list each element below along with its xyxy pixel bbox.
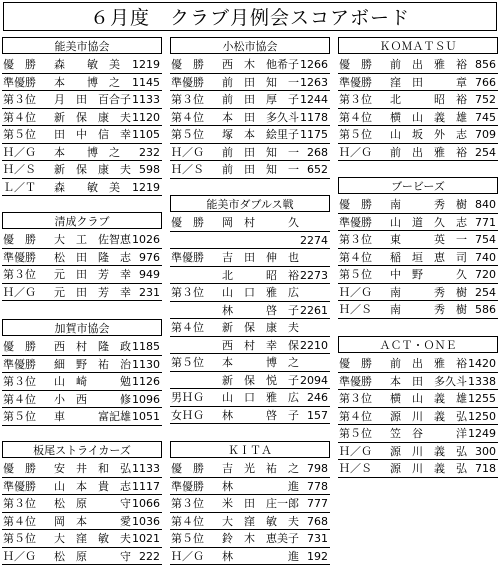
section-boobies: [338, 177, 498, 319]
score-value: 2273: [300, 267, 328, 284]
player-name: 新 保 康 夫: [222, 319, 299, 336]
player-name: 南 秀 樹: [390, 284, 467, 301]
score-row: [338, 56, 498, 74]
rank-label: 準優勝: [171, 249, 204, 266]
rank-label: 準優勝: [171, 74, 204, 91]
player-name: 西 村 隆 政: [54, 338, 131, 355]
player-name: 林 啓 子: [222, 407, 299, 424]
score-row: [338, 408, 498, 426]
player-name: 岡 本 愛: [54, 513, 131, 530]
rank-label: 第３位: [339, 231, 372, 248]
score-value: 222: [139, 548, 160, 565]
section-kaga-kyokai: [2, 319, 162, 426]
score-row: [338, 355, 498, 373]
score-row: [338, 74, 498, 92]
rank-label: 第５位: [339, 266, 372, 283]
rank-label: 優 勝: [339, 196, 372, 213]
section-header: 清成クラブ: [2, 212, 162, 229]
rank-label: Ｈ／Ｇ: [171, 144, 204, 161]
player-name: 源 川 義 弘: [390, 443, 467, 460]
rank-label: 第３位: [171, 284, 204, 301]
page-title: ６月度 クラブ月例会スコアボード: [3, 2, 497, 31]
rank-label: 優 勝: [3, 56, 36, 73]
rank-label: 優 勝: [171, 56, 204, 73]
rank-label: 第４位: [3, 109, 36, 126]
rank-label: 準優勝: [339, 373, 372, 390]
section-komatsu-kyokai: [170, 37, 330, 179]
score-row: [170, 372, 330, 390]
score-row: [2, 109, 162, 127]
score-value: 856: [475, 56, 496, 73]
score-row: [170, 267, 330, 285]
score-value: 778: [307, 478, 328, 495]
score-row: [2, 408, 162, 426]
score-row: [170, 495, 330, 513]
player-name: 田 中 信 幸: [54, 126, 131, 143]
player-name: 月 田 百合子: [54, 91, 131, 108]
score-value: 1219: [132, 179, 160, 196]
player-name: 北 昭 裕: [390, 91, 467, 108]
section-header: ＫＩＴＡ: [170, 441, 330, 458]
score-row: [2, 391, 162, 409]
player-name: 西 木 他希子: [222, 56, 299, 73]
score-value: 1021: [132, 530, 160, 547]
score-row: [2, 338, 162, 356]
score-value: 771: [475, 214, 496, 231]
rank-label: 第５位: [3, 126, 36, 143]
section-header: ＡＣＴ・ＯＮＥ: [338, 336, 498, 353]
rank-label: 優 勝: [171, 460, 204, 477]
score-value: 1036: [132, 513, 160, 530]
score-value: 1175: [300, 126, 328, 143]
player-name: 前 田 厚 子: [222, 91, 299, 108]
score-value: 709: [475, 126, 496, 143]
rank-label: Ｌ／Ｔ: [3, 179, 36, 196]
section-act-one: [338, 336, 498, 478]
rank-label: 準優勝: [3, 478, 36, 495]
score-value: 1250: [468, 408, 496, 425]
player-name: 窪 田 章: [390, 74, 467, 91]
player-name: 本 田 多久斗: [390, 373, 467, 390]
section-header: 加賀市協会: [2, 319, 162, 336]
score-row: [338, 249, 498, 267]
rank-label: 第３位: [171, 91, 204, 108]
score-value: 2261: [300, 302, 328, 319]
score-row: [170, 284, 330, 302]
rank-label: 第３位: [171, 495, 204, 512]
score-row: [2, 231, 162, 249]
rank-label: 第３位: [3, 266, 36, 283]
score-value: 1185: [132, 338, 160, 355]
rank-label: 第５位: [171, 354, 204, 371]
score-value: 1130: [132, 356, 160, 373]
score-row: [2, 460, 162, 478]
player-name: 西 村 幸 保: [222, 337, 299, 354]
rank-label: 準優勝: [339, 214, 372, 231]
player-name: 岡 村 久: [222, 214, 299, 231]
score-value: 157: [307, 407, 328, 424]
player-name: 森 敏 美: [54, 56, 120, 73]
score-value: 1338: [468, 373, 496, 390]
score-row: [338, 231, 498, 249]
score-row: [170, 354, 330, 372]
score-value: 2210: [300, 337, 328, 354]
player-name: 吉 田 伸 也: [222, 249, 299, 266]
player-name: 山 本 貴 志: [54, 478, 131, 495]
rank-label: 第３位: [3, 495, 36, 512]
rank-label: 第４位: [171, 319, 204, 336]
section-komatsu: [338, 37, 498, 161]
player-name: 松 田 隆 志: [54, 249, 131, 266]
rank-label: 優 勝: [171, 214, 204, 231]
score-row: [170, 126, 330, 144]
rank-label: Ｈ／Ｓ: [3, 161, 36, 178]
score-row: [170, 548, 330, 565]
rank-label: Ｈ／Ｇ: [3, 144, 36, 161]
score-row: [2, 495, 162, 513]
score-value: 652: [307, 161, 328, 178]
player-name: 鈴 木 恵美子: [222, 530, 299, 547]
player-name: 大 窪 敏 夫: [54, 530, 131, 547]
score-value: 1263: [300, 74, 328, 91]
score-value: 840: [475, 196, 496, 213]
rank-label: Ｈ／Ｓ: [339, 301, 372, 318]
score-row: [170, 161, 330, 179]
rank-label: 優 勝: [3, 231, 36, 248]
player-name: 吉 光 祐 之: [222, 460, 299, 477]
score-row: [2, 530, 162, 548]
score-value: 1145: [132, 74, 160, 91]
player-name: 松 原 守: [54, 495, 131, 512]
score-value: 768: [307, 513, 328, 530]
player-name: 中 野 久: [390, 266, 467, 283]
rank-label: 第３位: [339, 91, 372, 108]
score-value: 2274: [300, 232, 328, 249]
player-name: 東 英 一: [390, 231, 467, 248]
rank-label: 第４位: [3, 391, 36, 408]
player-name: 小 西 修: [54, 391, 131, 408]
player-name: 前 田 知 一: [222, 74, 299, 91]
player-name: 稲 垣 恵 司: [390, 249, 467, 266]
player-name: 新 保 康 夫: [54, 161, 131, 178]
rank-label: 優 勝: [339, 56, 372, 73]
rank-label: 女ＨＧ: [171, 407, 204, 424]
score-value: 1249: [468, 425, 496, 442]
score-value: 192: [307, 548, 328, 565]
score-value: 598: [139, 161, 160, 178]
score-row: [2, 91, 162, 109]
score-value: 798: [307, 460, 328, 477]
rank-label: 第３位: [3, 373, 36, 390]
score-row: [338, 443, 498, 461]
player-name: 山 口 雅 広: [222, 284, 299, 301]
player-name: 新 保 悦 子: [222, 372, 299, 389]
section-header: 小松市協会: [170, 37, 330, 54]
rank-label: Ｈ／Ｇ: [3, 548, 36, 565]
score-row: [170, 232, 330, 250]
section-nomi-kyokai: [2, 37, 162, 196]
score-value: 1126: [132, 373, 160, 390]
player-name: 新 保 康 夫: [54, 109, 131, 126]
score-row: [338, 109, 498, 127]
rank-label: 第３位: [3, 91, 36, 108]
rank-label: Ｈ／Ｇ: [339, 443, 372, 460]
score-value: 2094: [300, 372, 328, 389]
score-row: [2, 179, 162, 197]
score-value: 745: [475, 109, 496, 126]
player-name: 本 田 多久斗: [222, 109, 299, 126]
score-row: [2, 144, 162, 162]
player-name: 林 進: [222, 548, 299, 565]
player-name: 横 山 義 雄: [390, 390, 467, 407]
rank-label: 準優勝: [171, 478, 204, 495]
player-name: 前 田 知 一: [222, 144, 299, 161]
rank-label: 男ＨＧ: [171, 389, 204, 406]
score-row: [170, 74, 330, 92]
player-name: 本 博 之: [54, 144, 120, 161]
score-row: [2, 373, 162, 391]
rank-label: 第４位: [171, 513, 204, 530]
score-value: 268: [307, 144, 328, 161]
player-name: 北 昭 裕: [222, 267, 299, 284]
rank-label: 第５位: [3, 408, 36, 425]
player-name: 林 進: [222, 478, 299, 495]
score-value: 300: [475, 443, 496, 460]
section-seiryo-club: [2, 212, 162, 301]
score-value: 1420: [468, 355, 496, 372]
rank-label: 準優勝: [3, 74, 36, 91]
score-value: 1266: [300, 56, 328, 73]
score-row: [338, 126, 498, 144]
score-row: [170, 109, 330, 127]
player-name: 塚 本 絵里子: [222, 126, 299, 143]
score-row: [170, 478, 330, 496]
rank-label: Ｈ／Ｇ: [3, 284, 36, 301]
player-name: 山 道 久 志: [390, 214, 467, 231]
player-name: 大 工 佐智恵: [54, 231, 131, 248]
score-value: 1066: [132, 495, 160, 512]
score-row: [170, 56, 330, 74]
section-header: 板尾ストライカーズ: [2, 441, 162, 458]
score-row: [2, 249, 162, 267]
player-name: 前 出 雅 裕: [390, 144, 467, 161]
score-value: 754: [475, 231, 496, 248]
player-name: 山 坂 外 志: [390, 126, 467, 143]
score-value: 1133: [132, 460, 160, 477]
player-name: 元 田 芳 幸: [54, 266, 131, 283]
score-value: 720: [475, 266, 496, 283]
score-value: 752: [475, 91, 496, 108]
rank-label: 第５位: [339, 126, 372, 143]
score-row: [338, 91, 498, 109]
rank-label: 第５位: [3, 530, 36, 547]
rank-label: 第４位: [3, 513, 36, 530]
rank-label: 準優勝: [3, 249, 36, 266]
score-row: [338, 460, 498, 478]
rank-label: 第５位: [171, 126, 204, 143]
score-value: 718: [475, 460, 496, 477]
rank-label: 第４位: [339, 408, 372, 425]
rank-label: 優 勝: [339, 355, 372, 372]
score-value: 740: [475, 249, 496, 266]
score-value: 1096: [132, 391, 160, 408]
rank-label: 準優勝: [339, 74, 372, 91]
rank-label: 優 勝: [3, 460, 36, 477]
score-row: [2, 478, 162, 496]
player-name: 前 出 雅 裕: [390, 56, 467, 73]
score-value: 1120: [132, 109, 160, 126]
player-name: 山 崎 勉: [54, 373, 131, 390]
score-value: 1255: [468, 390, 496, 407]
player-name: 元 田 芳 幸: [54, 284, 131, 301]
score-row: [338, 301, 498, 319]
rank-label: 優 勝: [3, 338, 36, 355]
score-row: [170, 302, 330, 320]
score-value: 1133: [132, 91, 160, 108]
section-nomi-doubles: [170, 195, 330, 424]
score-value: 1117: [132, 478, 160, 495]
player-name: 山 口 雅 広: [222, 389, 299, 406]
score-row: [170, 530, 330, 548]
score-row: [338, 373, 498, 391]
player-name: 横 山 義 雄: [390, 109, 467, 126]
score-value: 232: [139, 144, 160, 161]
player-name: 源 川 義 弘: [390, 408, 467, 425]
score-value: 1051: [132, 408, 160, 425]
rank-label: Ｈ／Ｇ: [339, 144, 372, 161]
score-row: [170, 319, 330, 337]
score-row: [338, 214, 498, 232]
score-row: [2, 56, 162, 74]
score-value: 1244: [300, 91, 328, 108]
player-name: 本 博 之: [54, 74, 120, 91]
player-name: 笠 谷 洋: [390, 425, 467, 442]
section-header: 能美市協会: [2, 37, 162, 54]
score-value: 1105: [132, 126, 160, 143]
score-row: [2, 74, 162, 92]
player-name: 大 窪 敏 夫: [222, 513, 299, 530]
player-name: 本 博 之: [222, 354, 299, 371]
score-row: [170, 144, 330, 162]
rank-label: 第５位: [339, 425, 372, 442]
score-value: 1219: [132, 56, 160, 73]
score-row: [338, 425, 498, 443]
player-name: 南 秀 樹: [390, 196, 467, 213]
score-value: 1026: [132, 231, 160, 248]
score-value: 254: [475, 284, 496, 301]
section-kita: [170, 441, 330, 565]
score-row: [170, 337, 330, 355]
rank-label: 準優勝: [3, 356, 36, 373]
player-name: 細 野 祐 治: [54, 356, 131, 373]
player-name: 松 原 守: [54, 548, 131, 565]
section-header: ブービーズ: [338, 177, 498, 194]
rank-label: Ｈ／Ｓ: [339, 460, 372, 477]
rank-label: Ｈ／Ｇ: [171, 548, 204, 565]
rank-label: Ｈ／Ｇ: [339, 284, 372, 301]
score-row: [2, 548, 162, 565]
section-itao-strikers: [2, 441, 162, 565]
section-header: 能美市ダブルス戦: [170, 195, 330, 212]
score-row: [338, 144, 498, 162]
score-row: [338, 390, 498, 408]
score-row: [170, 91, 330, 109]
score-row: [2, 513, 162, 531]
score-value: 586: [475, 301, 496, 318]
score-row: [170, 214, 330, 232]
score-row: [170, 249, 330, 267]
score-value: 254: [475, 144, 496, 161]
score-row: [2, 266, 162, 284]
score-row: [170, 407, 330, 425]
player-name: 前 出 雅 裕: [390, 355, 467, 372]
score-value: 731: [307, 530, 328, 547]
score-row: [2, 284, 162, 302]
score-value: 231: [139, 284, 160, 301]
score-value: 976: [139, 249, 160, 266]
score-row: [170, 389, 330, 407]
score-value: 246: [307, 389, 328, 406]
rank-label: Ｈ／Ｓ: [171, 161, 204, 178]
player-name: 森 敏 美: [54, 179, 120, 196]
rank-label: 第４位: [339, 109, 372, 126]
score-row: [170, 513, 330, 531]
rank-label: 第４位: [339, 249, 372, 266]
rank-label: 第３位: [339, 390, 372, 407]
score-row: [338, 196, 498, 214]
score-value: 766: [475, 74, 496, 91]
score-row: [2, 356, 162, 374]
score-value: 949: [139, 266, 160, 283]
score-row: [338, 284, 498, 302]
score-value: 1178: [300, 109, 328, 126]
player-name: 前 田 知 一: [222, 161, 299, 178]
player-name: 林 啓 子: [222, 302, 299, 319]
player-name: 米 田 庄一郎: [222, 495, 299, 512]
score-row: [2, 126, 162, 144]
rank-label: 第５位: [171, 530, 204, 547]
score-row: [170, 460, 330, 478]
player-name: 南 秀 樹: [390, 301, 467, 318]
score-row: [2, 161, 162, 179]
player-name: 安 井 和 弘: [54, 460, 131, 477]
player-name: 車 富記雄: [54, 408, 131, 425]
player-name: 源 川 義 弘: [390, 460, 467, 477]
section-header: ＫＯＭＡＴＳＵ: [338, 37, 498, 54]
score-row: [338, 266, 498, 284]
rank-label: 第４位: [171, 109, 204, 126]
score-value: 777: [307, 495, 328, 512]
